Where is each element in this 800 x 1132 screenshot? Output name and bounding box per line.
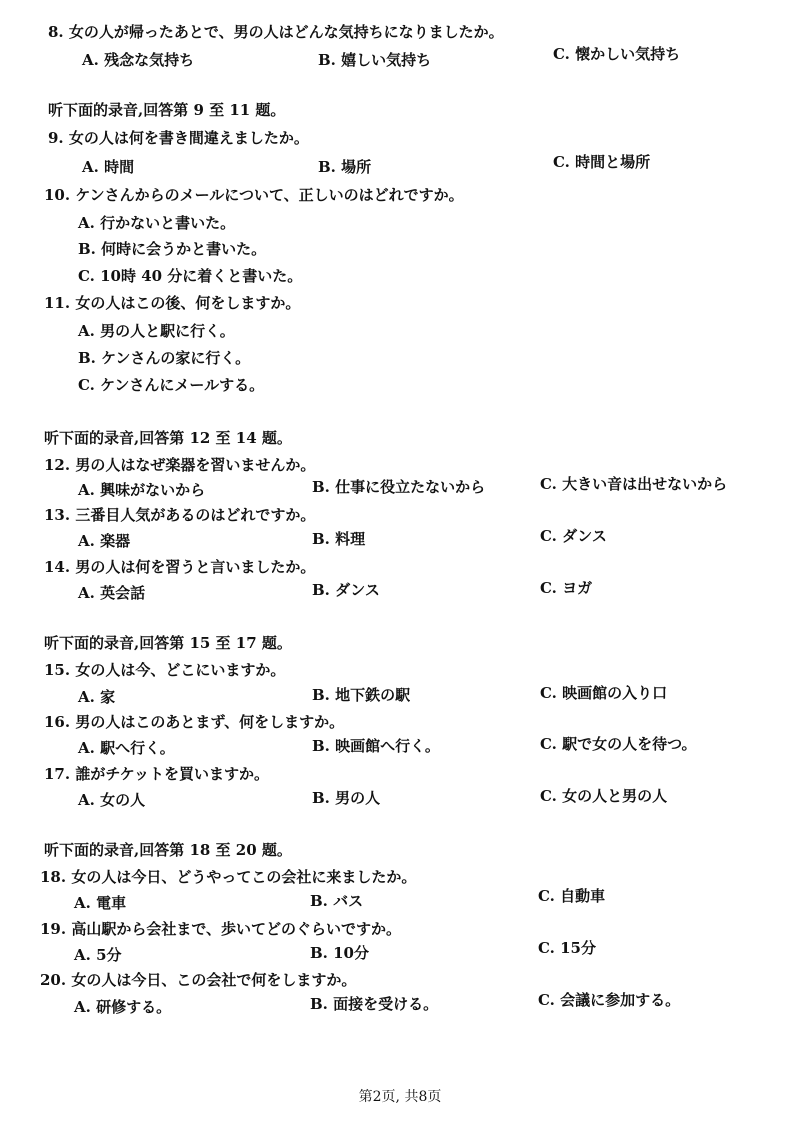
- question-10-option-a: A. 行かないと書いた。: [78, 214, 236, 232]
- question-17-option-a: A. 女の人: [78, 791, 146, 809]
- question-9-option-c: C. 時間と場所: [553, 153, 651, 171]
- question-19-option-b: B. 10分: [310, 944, 369, 962]
- question-20-option-b: B. 面接を受ける。: [310, 995, 439, 1013]
- section-header-15-17: 听下面的录音,回答第 15 至 17 题。: [44, 634, 292, 652]
- question-18: 18. 女の人は今日、どうやってこの会社に来ましたか。: [40, 868, 417, 886]
- question-19: 19. 高山駅から会社まで、歩いてどのぐらいですか。: [40, 920, 402, 938]
- question-8-option-c: C. 懐かしい気持ち: [553, 45, 681, 63]
- question-13-option-c: C. ダンス: [540, 527, 607, 545]
- question-12-option-c: C. 大きい音は出せないから: [540, 475, 728, 493]
- question-18-option-c: C. 自動車: [538, 887, 606, 905]
- question-14-option-a: A. 英会話: [78, 584, 146, 602]
- question-19-option-a: A. 5分: [74, 946, 122, 964]
- question-20: 20. 女の人は今日、この会社で何をしますか。: [40, 971, 357, 989]
- question-11-option-b: B. ケンさんの家に行く。: [78, 349, 251, 367]
- question-13-option-a: A. 楽器: [78, 532, 131, 550]
- question-10-option-b: B. 何時に会うかと書いた。: [78, 240, 267, 258]
- question-12-option-b: B. 仕事に役立たないから: [312, 478, 486, 496]
- question-10-option-c: C. 10時 40 分に着くと書いた。: [78, 267, 303, 285]
- question-16-option-c: C. 駅で女の人を待つ。: [540, 735, 697, 753]
- question-16: 16. 男の人はこのあとまず、何をしますか。: [44, 713, 345, 731]
- question-15-option-c: C. 映画館の入り口: [540, 684, 668, 702]
- question-9-option-a: A. 時間: [82, 158, 135, 176]
- page-footer: 第2页, 共8页: [358, 1089, 442, 1105]
- question-10: 10. ケンさんからのメールについて、正しいのはどれですか。: [44, 186, 464, 204]
- question-11: 11. 女の人はこの後、何をしますか。: [44, 294, 301, 312]
- question-18-option-b: B. バス: [310, 892, 364, 910]
- question-8-option-b: B. 嬉しい気持ち: [318, 51, 432, 69]
- question-11-option-a: A. 男の人と駅に行く。: [78, 322, 235, 340]
- question-16-option-a: A. 駅へ行く。: [78, 739, 175, 757]
- question-15-option-a: A. 家: [78, 688, 116, 706]
- question-9-option-b: B. 場所: [318, 158, 372, 176]
- question-15: 15. 女の人は今、どこにいますか。: [44, 661, 286, 679]
- section-header-12-14: 听下面的录音,回答第 12 至 14 题。: [44, 429, 292, 447]
- question-8: 8. 女の人が帰ったあとで、男の人はどんな気持ちになりましたか。: [48, 23, 504, 41]
- question-15-option-b: B. 地下鉄の駅: [312, 686, 411, 704]
- question-9: 9. 女の人は何を書き間違えましたか。: [48, 129, 309, 147]
- question-17-option-c: C. 女の人と男の人: [540, 787, 668, 805]
- question-20-option-c: C. 会議に参加する。: [538, 991, 681, 1009]
- question-16-option-b: B. 映画館へ行く。: [312, 737, 440, 755]
- question-14: 14. 男の人は何を習うと言いましたか。: [44, 558, 316, 576]
- section-header-18-20: 听下面的录音,回答第 18 至 20 题。: [44, 841, 292, 859]
- question-19-option-c: C. 15分: [538, 939, 596, 957]
- question-14-option-b: B. ダンス: [312, 581, 380, 599]
- question-17: 17. 誰がチケットを買いますか。: [44, 765, 269, 783]
- question-12-option-a: A. 興味がないから: [78, 481, 206, 499]
- question-17-option-b: B. 男の人: [312, 789, 381, 807]
- question-13: 13. 三番目人気があるのはどれですか。: [44, 506, 316, 524]
- section-header-9-11: 听下面的录音,回答第 9 至 11 题。: [48, 101, 286, 119]
- question-18-option-a: A. 電車: [74, 894, 127, 912]
- question-20-option-a: A. 研修する。: [74, 998, 172, 1016]
- question-14-option-c: C. ヨガ: [540, 579, 593, 597]
- question-12: 12. 男の人はなぜ楽器を習いませんか。: [44, 456, 316, 474]
- question-8-option-a: A. 残念な気持ち: [82, 51, 195, 69]
- question-11-option-c: C. ケンさんにメールする。: [78, 376, 265, 394]
- question-13-option-b: B. 料理: [312, 530, 366, 548]
